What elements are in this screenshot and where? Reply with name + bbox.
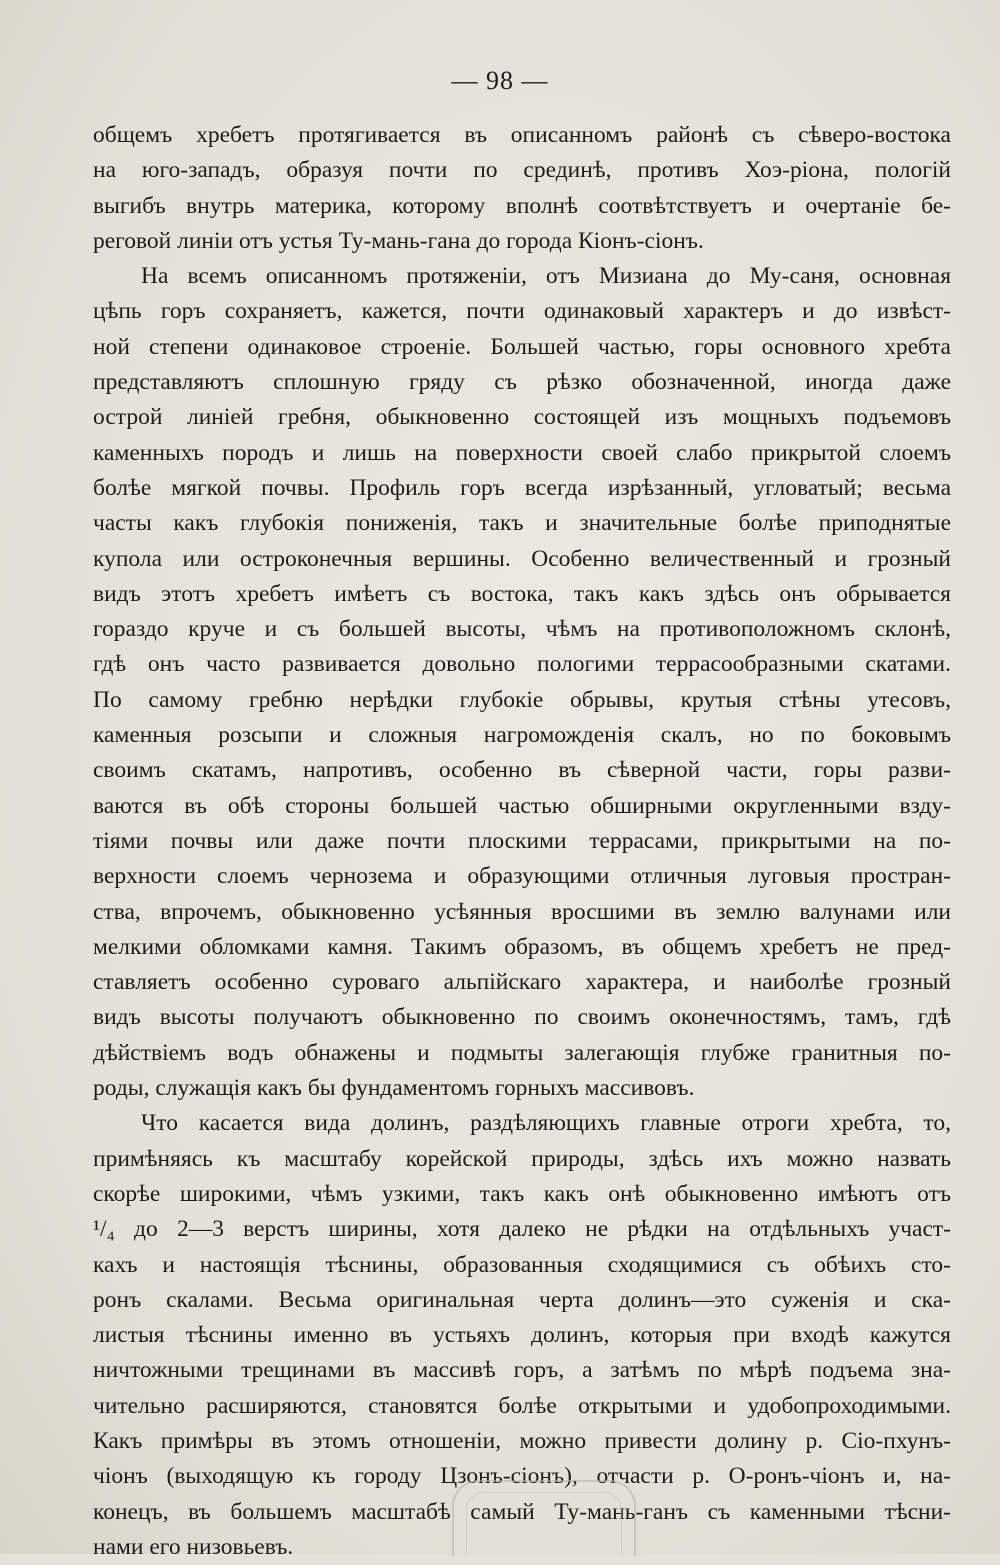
text-line: острой линіей гребня, обыкновенно состоящей изъ мощныхъ подъемовъ	[93, 404, 951, 431]
library-stamp-inner-ring	[466, 1492, 622, 1556]
text-line: представляютъ сплошную гряду съ рѣзко обозначенной, иногда даже	[93, 369, 951, 396]
text-line: видъ этотъ хребетъ имѣетъ съ востока, такъ какъ здѣсь онъ обрывается	[93, 580, 951, 607]
text-line: своимъ скатамъ, напротивъ, особенно въ сѣверной части, горы разви-	[93, 757, 951, 784]
text-line: кахъ и настоящія тѣснины, образованныя сходящимися съ обѣихъ сто-	[93, 1251, 951, 1278]
text-line: На всемъ описанномъ протяженіи, отъ Мизиана до Му-саня, основная	[141, 263, 951, 290]
text-line: выгибъ внутрь материка, которому вполнѣ соотвѣтствуетъ и очертаніе бе-	[93, 192, 951, 219]
text-line: на юго-западъ, образуя почти по срединѣ, противъ Хоэ-ріона, пологій	[93, 157, 951, 184]
text-line: примѣняясь къ масштабу корейской природы, здѣсь ихъ можно назвать	[93, 1145, 951, 1172]
text-line: чіонъ (выходящую къ городу Цзонъ-сіонъ), отчасти р. О-ронъ-чіонъ и, на-	[93, 1463, 951, 1490]
text-line: каменныя розсыпи и сложныя нагроможденія скалъ, но по боковымъ	[93, 722, 951, 749]
text-line: ства, впрочемъ, обыкновенно усѣянныя вросшими въ землю валунами или	[93, 898, 951, 925]
text-line: купола или остроконечныя вершины. Особенно величественный и грозный	[93, 545, 951, 572]
text-line: Какъ примѣры въ этомъ отношеніи, можно привести долину р. Сіо-пхунъ-	[93, 1427, 951, 1454]
text-line: ставляетъ особенно суроваго альпійскаго характера, и наиболѣе грозный	[93, 969, 951, 996]
text-line: конецъ, въ большемъ масштабѣ самый Ту-мань-ганъ съ каменными тѣсни-	[93, 1498, 951, 1525]
text-line: реговой линіи отъ устья Ту-мань-гана до города Кіонъ-сіонъ.	[93, 227, 704, 254]
text-line: гдѣ онъ часто развивается довольно пологими террасообразными скатами.	[93, 651, 951, 678]
text-line: роды, служащія какъ бы фундаментомъ горныхъ массивовъ.	[93, 1075, 695, 1102]
text-line: общемъ хребетъ протягивается въ описанномъ районѣ съ сѣверо-востока	[93, 122, 951, 148]
text-line: По самому гребню нерѣдки глубокіе обрывы, крутыя стѣны утесовъ,	[93, 686, 951, 713]
text-line: Что касается вида долинъ, раздѣляющихъ главные отроги хребта, то,	[141, 1110, 951, 1137]
text-line: цѣпь горъ сохраняетъ, кажется, почти одинаковый характеръ и до извѣст-	[93, 298, 951, 325]
text-line: ной степени одинаковое строеніе. Большей частью, горы основного хребта	[93, 333, 951, 360]
text-line: гораздо круче и съ большей высоты, чѣмъ на противоположномъ склонѣ,	[93, 616, 951, 643]
text-line: каменныхъ породъ и лишь на поверхности своей слабо прикрытой слоемъ	[93, 439, 951, 466]
text-line: часты какъ глубокія пониженія, такъ и значительные болѣе приподнятые	[93, 510, 951, 537]
text-line: мелкими обломками камня. Такимъ образомъ, въ общемъ хребетъ не пред-	[93, 933, 951, 960]
body-text	[93, 118, 951, 1565]
text-line: листыя тѣснины именно въ устьяхъ долинъ, которыя при входѣ кажутся	[93, 1322, 951, 1349]
text-line: ронъ скалами. Весьма оригинальная черта долинъ—это суженія и ска-	[93, 1286, 951, 1313]
text-line: ваются въ обѣ стороны большей частью обширными округленными взду-	[93, 792, 951, 819]
text-line: верхности слоемъ чернозема и образующими отличныя луговыя простран-	[93, 863, 951, 890]
text-line: ¹/₄ до 2—3 верстъ ширины, хотя далеко не рѣдки на отдѣльныхъ участ-	[93, 1216, 951, 1243]
page-number: — 98 —	[451, 66, 549, 95]
text-line: скорѣе широкими, чѣмъ узкими, такъ какъ онѣ обыкновенно имѣютъ отъ	[93, 1180, 951, 1207]
text-line: тіями почвы или даже почти плоскими террасами, прикрытыми на по-	[93, 827, 951, 854]
text-line: болѣе мягкой почвы. Профиль горъ всегда изрѣзанный, угловатый; весьма	[93, 474, 951, 501]
text-line: видъ высоты получаютъ обыкновенно по своимъ оконечностямъ, тамъ, гдѣ	[93, 1004, 951, 1031]
text-line: нами его низовьевъ.	[93, 1533, 294, 1560]
text-line: чительно расширяются, становятся болѣе открытыми и удобопроходимыми.	[93, 1392, 951, 1419]
text-line: дѣйствіемъ водъ обнажены и подмыты залегающія глубже гранитныя по-	[93, 1039, 951, 1066]
library-stamp	[452, 1480, 636, 1556]
text-line: ничтожными трещинами въ массивѣ горъ, а затѣмъ по мѣрѣ подъема зна-	[93, 1357, 951, 1384]
